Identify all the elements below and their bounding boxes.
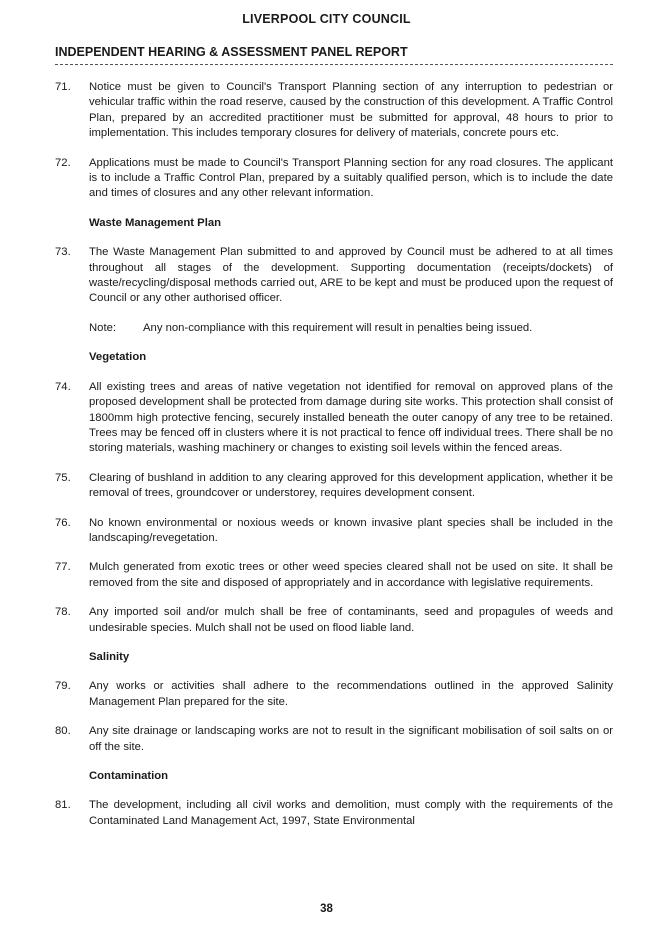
condition-text: Any site drainage or landscaping works are not to result in the significant mobilisation of soil salts on or off the site. — [89, 725, 613, 753]
section-heading-contamination: Contamination — [89, 770, 169, 782]
section-heading-vegetation: Vegetation — [89, 351, 147, 364]
condition-text: Any imported soil and/or mulch shall be free of contaminants, seed and propagules of weeds and undesirable species. Mulch shall not be used on flood liable land. — [89, 606, 613, 634]
condition-text: No known environmental or noxious weeds or known invasive plant species shall be included in the landscaping/revegetation. — [89, 516, 613, 544]
condition-73 — [0, 245, 653, 307]
condition-78 — [0, 605, 653, 636]
condition-number: 77. — [55, 561, 71, 574]
condition-number: 80. — [55, 725, 71, 738]
condition-text: All existing trees and areas of native vegetation not identified for removal on approved plans of the proposed development shall be protected from damage during site works. This protection shall consist of 1800mm high protective fencing, securely installed beneath the outer canopy of any tree to be retained. Trees may be fenced off in clusters where it is not practical to fence off individual trees. There shall be no storing materials, washing machinery or changes to existing soil levels within the fenced areas. — [89, 380, 613, 455]
report-title: INDEPENDENT HEARING & ASSESSMENT PANEL REPORT — [55, 45, 408, 59]
condition-text: Any works or activities shall adhere to the recommendations outlined in the approved Salinity Management Plan prepared for the site. — [89, 680, 613, 708]
condition-number: 76. — [55, 516, 71, 529]
section-heading-waste: Waste Management Plan — [89, 216, 222, 229]
condition-number: 81. — [55, 799, 71, 812]
condition-77 — [0, 560, 653, 591]
condition-79 — [0, 679, 653, 710]
note-text: Any non-compliance with this requirement will result in penalties being issued. — [143, 321, 533, 334]
condition-75 — [0, 471, 653, 502]
condition-text: Notice must be given to Council's Transport Planning section of any interruption to pedestrian or vehicular traffic within the road reserve, caused by the construction of this development. A Traffic Control Plan, prepared by an accredited practitioner must be submitted for approval, 48 hours to prior to implementation. This includes temporary closures for delivery of materials, concrete pours etc. — [89, 81, 613, 140]
condition-text: Clearing of bushland in addition to any clearing approved for this development application, whether it be removal of trees, groundcover or understorey, requires development consent. — [89, 471, 613, 500]
condition-number: 72. — [55, 156, 71, 169]
condition-text: Mulch generated from exotic trees or other weed species cleared shall not be used on site. It shall be removed from the site and disposed of appropriately and in accordance with legislative requirements. — [89, 561, 613, 589]
condition-text: The development, including all civil works and demolition, must comply with the requirements of the Contaminated Land Management Act, 1997, State Environmental — [89, 799, 613, 827]
note-label: Note: — [89, 321, 117, 334]
condition-text: Applications must be made to Council's Transport Planning section for any road closures. The applicant is to include a Traffic Control Plan, prepared by a suitably qualified person, which is to include the date and times of closures and any other relevant information. — [89, 156, 613, 200]
condition-number: 74. — [55, 380, 71, 393]
condition-76 — [0, 516, 653, 547]
condition-74 — [0, 380, 653, 457]
page-number: 38 — [320, 903, 333, 915]
condition-text: The Waste Management Plan submitted to and approved by Council must be adhered to at all times throughout all stages of the development. Supporting documentation (receipts/dockets) of waste/recycling/disposal methods carried out, ARE to be kept and must be produced upon the request of Council or any other authorised officer. — [89, 246, 613, 305]
condition-71 — [0, 80, 653, 142]
condition-72 — [0, 156, 653, 202]
condition-number: 75. — [55, 471, 71, 484]
condition-81 — [0, 798, 653, 829]
note — [0, 321, 653, 336]
section-heading-salinity: Salinity — [89, 650, 130, 663]
condition-number: 71. — [55, 81, 71, 93]
conditions-list — [0, 80, 653, 843]
condition-number: 73. — [55, 246, 71, 259]
condition-number: 79. — [55, 680, 71, 693]
condition-80 — [0, 724, 653, 755]
header-divider — [55, 64, 613, 65]
condition-number: 78. — [55, 606, 71, 619]
organisation-title: LIVERPOOL CITY COUNCIL — [242, 12, 411, 26]
